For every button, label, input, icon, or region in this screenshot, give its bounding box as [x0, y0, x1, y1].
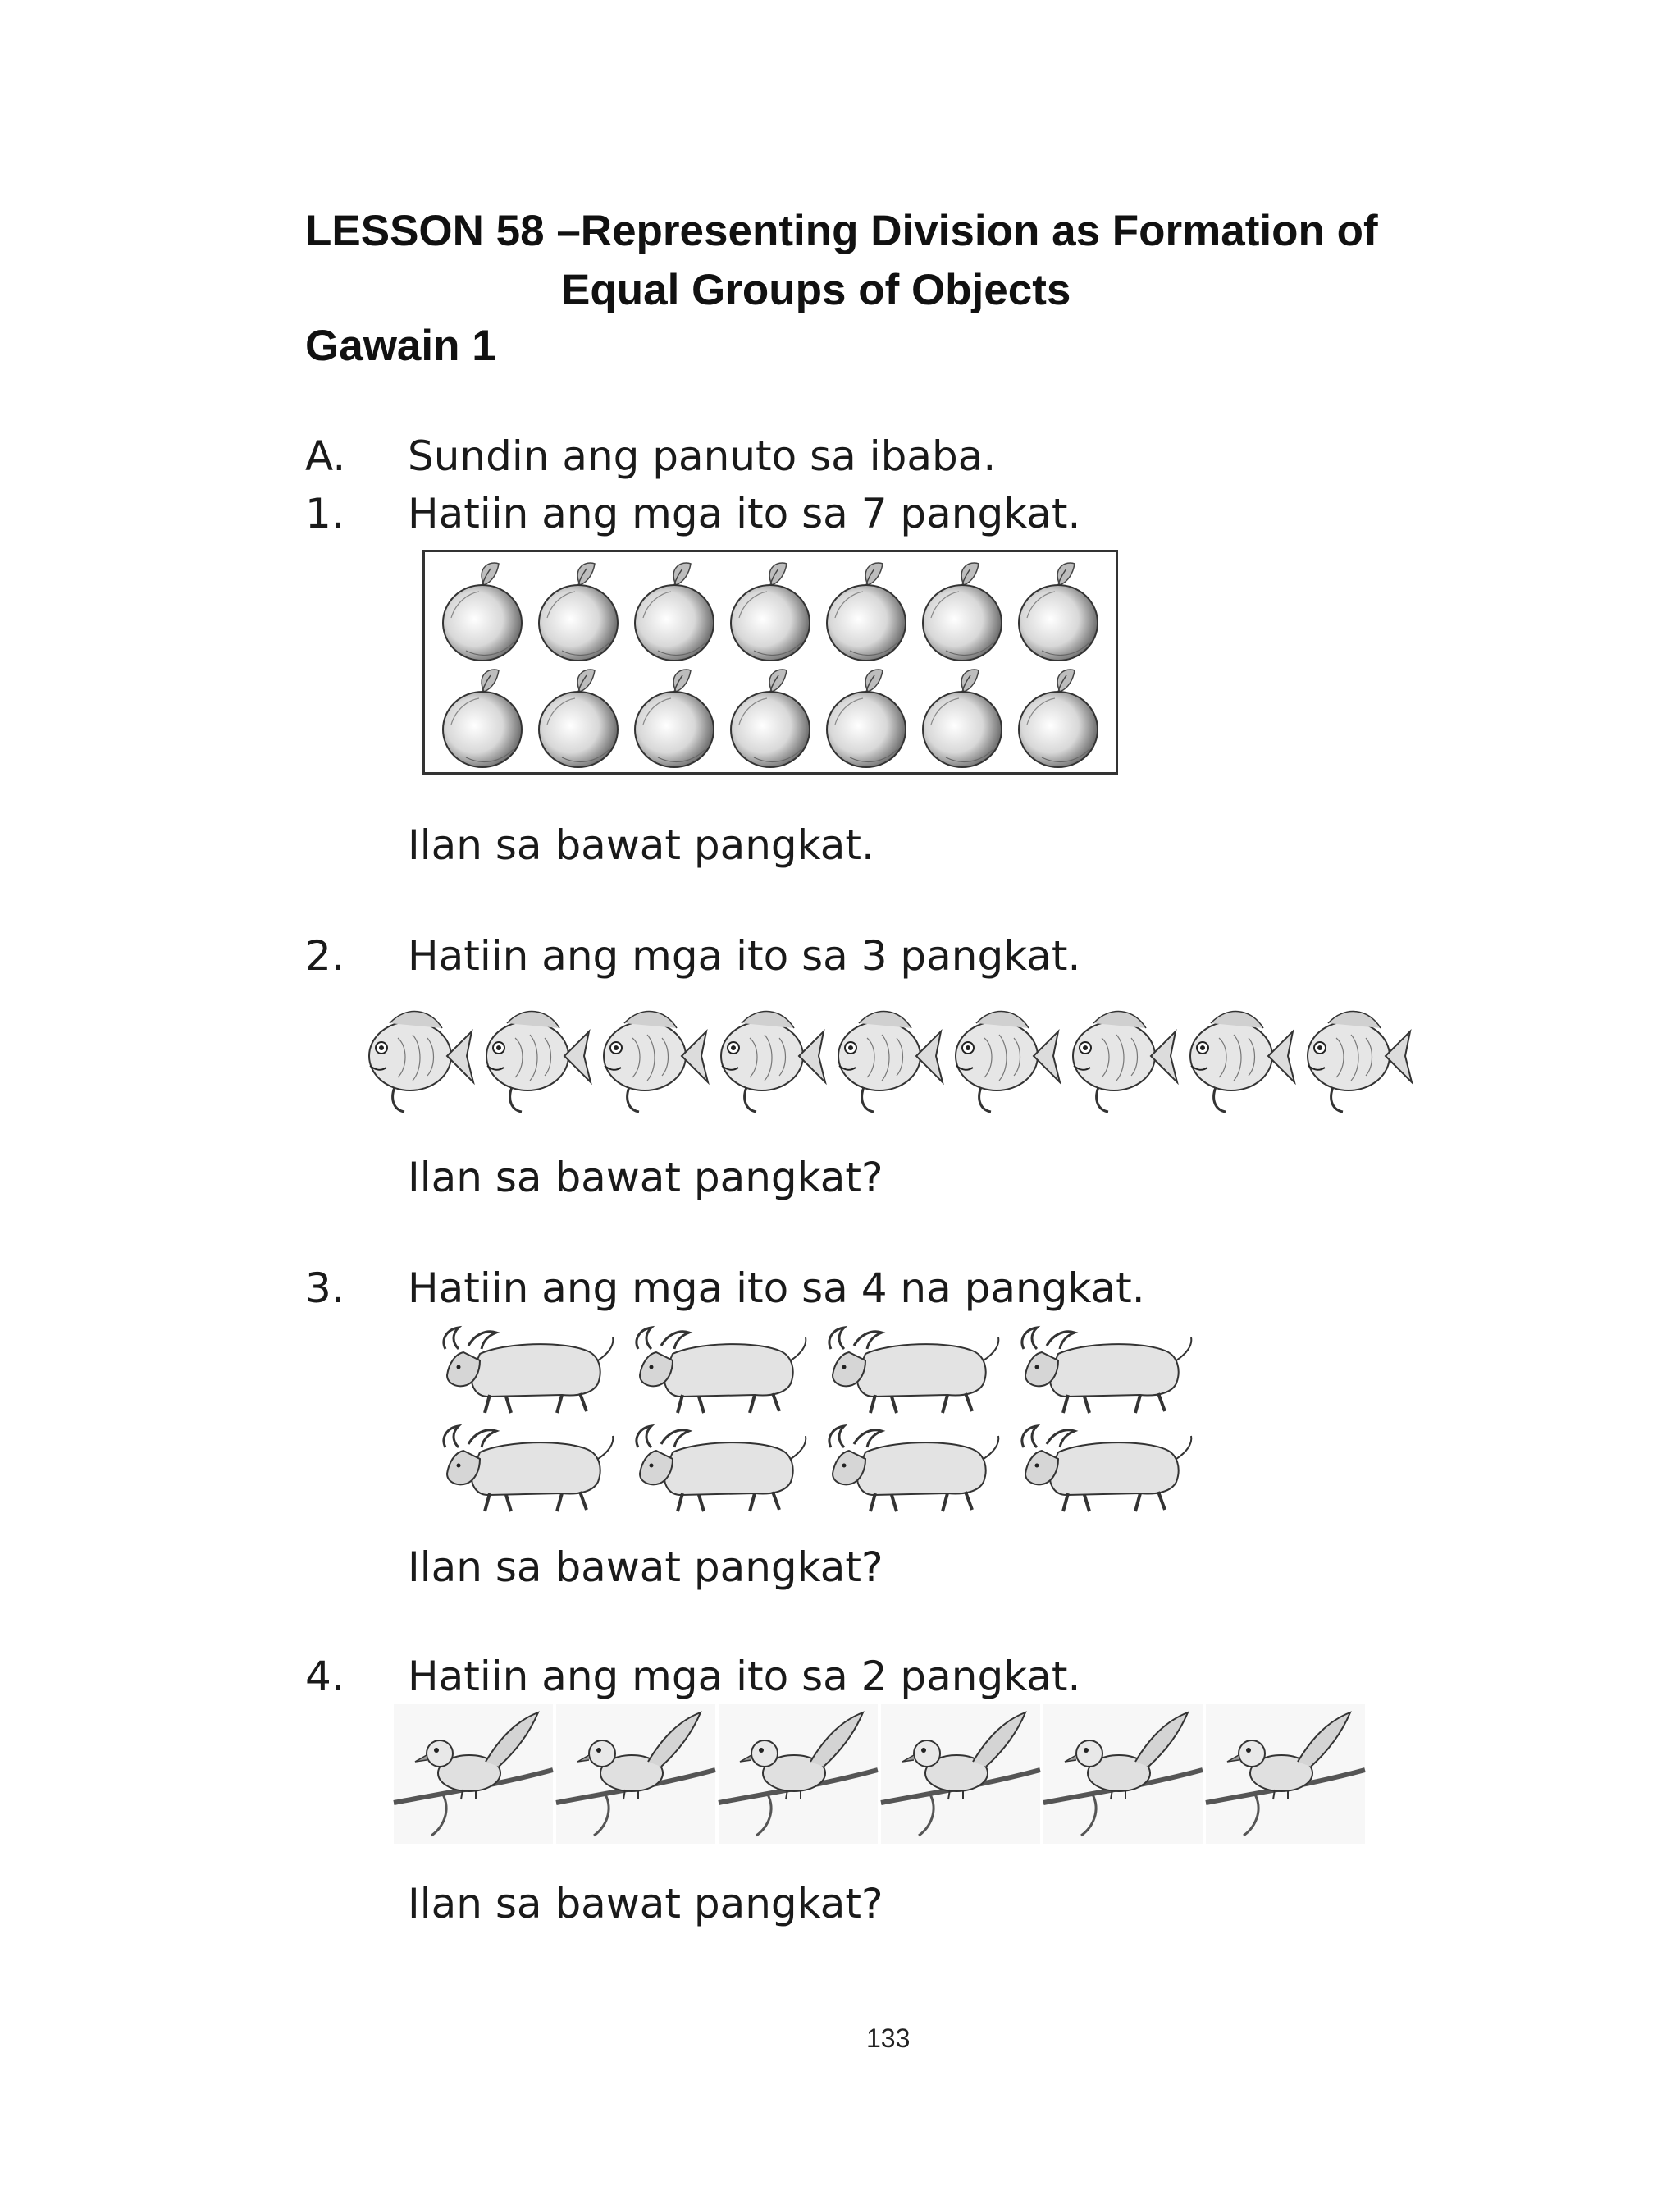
carabao-group	[435, 1317, 1214, 1518]
carabao-icon	[829, 1426, 998, 1511]
bird-group	[392, 1703, 1368, 1846]
fish-icon	[1190, 1012, 1294, 1112]
bird-icon	[556, 1704, 715, 1844]
carabao-icon	[829, 1328, 998, 1413]
apple-icon	[635, 563, 714, 661]
item-3-prompt: Hatiin ang mga ito sa 4 na pangkat.	[408, 1264, 1145, 1312]
fish-icon	[369, 1012, 473, 1112]
item-2-question: Ilan sa bawat pangkat?	[408, 1154, 883, 1201]
bird-icon	[394, 1704, 553, 1844]
bird-icon	[881, 1704, 1040, 1844]
apple-icon	[635, 670, 714, 767]
apple-icon	[443, 563, 522, 661]
apple-icon	[827, 670, 906, 767]
lesson-title-line1: LESSON 58 –Representing Division as Formation of	[305, 207, 1378, 255]
carabao-icon	[444, 1426, 613, 1511]
bird-icon	[1206, 1704, 1365, 1844]
item-1-prompt: Hatiin ang mga ito sa 7 pangkat.	[408, 490, 1081, 537]
carabao-icon-grid	[435, 1317, 1214, 1518]
apple-icon	[731, 670, 810, 767]
fish-icon	[956, 1012, 1060, 1112]
page-number: 133	[866, 2023, 911, 2053]
item-4-number: 4.	[305, 1653, 345, 1700]
apple-icon	[923, 563, 1002, 661]
item-4-prompt: Hatiin ang mga ito sa 2 pangkat.	[408, 1653, 1081, 1700]
bird-icon	[719, 1704, 878, 1844]
fish-icon	[1073, 1012, 1177, 1112]
apple-icon	[443, 670, 522, 767]
fish-icon	[604, 1012, 708, 1112]
item-2-number: 2.	[305, 932, 345, 980]
bird-icon	[1043, 1704, 1203, 1844]
apple-icon	[539, 670, 618, 767]
item-1-question: Ilan sa bawat pangkat.	[408, 821, 874, 869]
carabao-icon	[1022, 1426, 1191, 1511]
item-2-prompt: Hatiin ang mga ito sa 3 pangkat.	[408, 932, 1081, 980]
fish-icon	[838, 1012, 943, 1112]
apple-icon	[1019, 563, 1098, 661]
carabao-icon	[1022, 1328, 1191, 1413]
section-instruction: Sundin ang panuto sa ibaba.	[408, 432, 997, 480]
apple-group-box	[422, 550, 1118, 775]
item-4-question: Ilan sa bawat pangkat?	[408, 1880, 883, 1927]
apple-icon-grid	[425, 552, 1116, 772]
apple-icon	[731, 563, 810, 661]
fish-icon	[486, 1012, 591, 1112]
apple-icon	[1019, 670, 1098, 767]
carabao-icon	[637, 1328, 806, 1413]
fish-icon	[1308, 1012, 1412, 1112]
item-1-number: 1.	[305, 490, 345, 537]
fish-icon-row	[353, 993, 1419, 1124]
apple-icon	[923, 670, 1002, 767]
carabao-icon	[444, 1328, 613, 1413]
carabao-icon	[637, 1426, 806, 1511]
section-letter: A.	[305, 432, 346, 480]
fish-icon	[721, 1012, 825, 1112]
activity-title: Gawain 1	[305, 322, 496, 370]
lesson-title-line2: Equal Groups of Objects	[561, 266, 1071, 314]
apple-icon	[539, 563, 618, 661]
bird-icon-row	[392, 1703, 1368, 1846]
apple-icon	[827, 563, 906, 661]
item-3-question: Ilan sa bawat pangkat?	[408, 1543, 883, 1591]
item-3-number: 3.	[305, 1264, 345, 1312]
fish-group	[353, 993, 1419, 1124]
